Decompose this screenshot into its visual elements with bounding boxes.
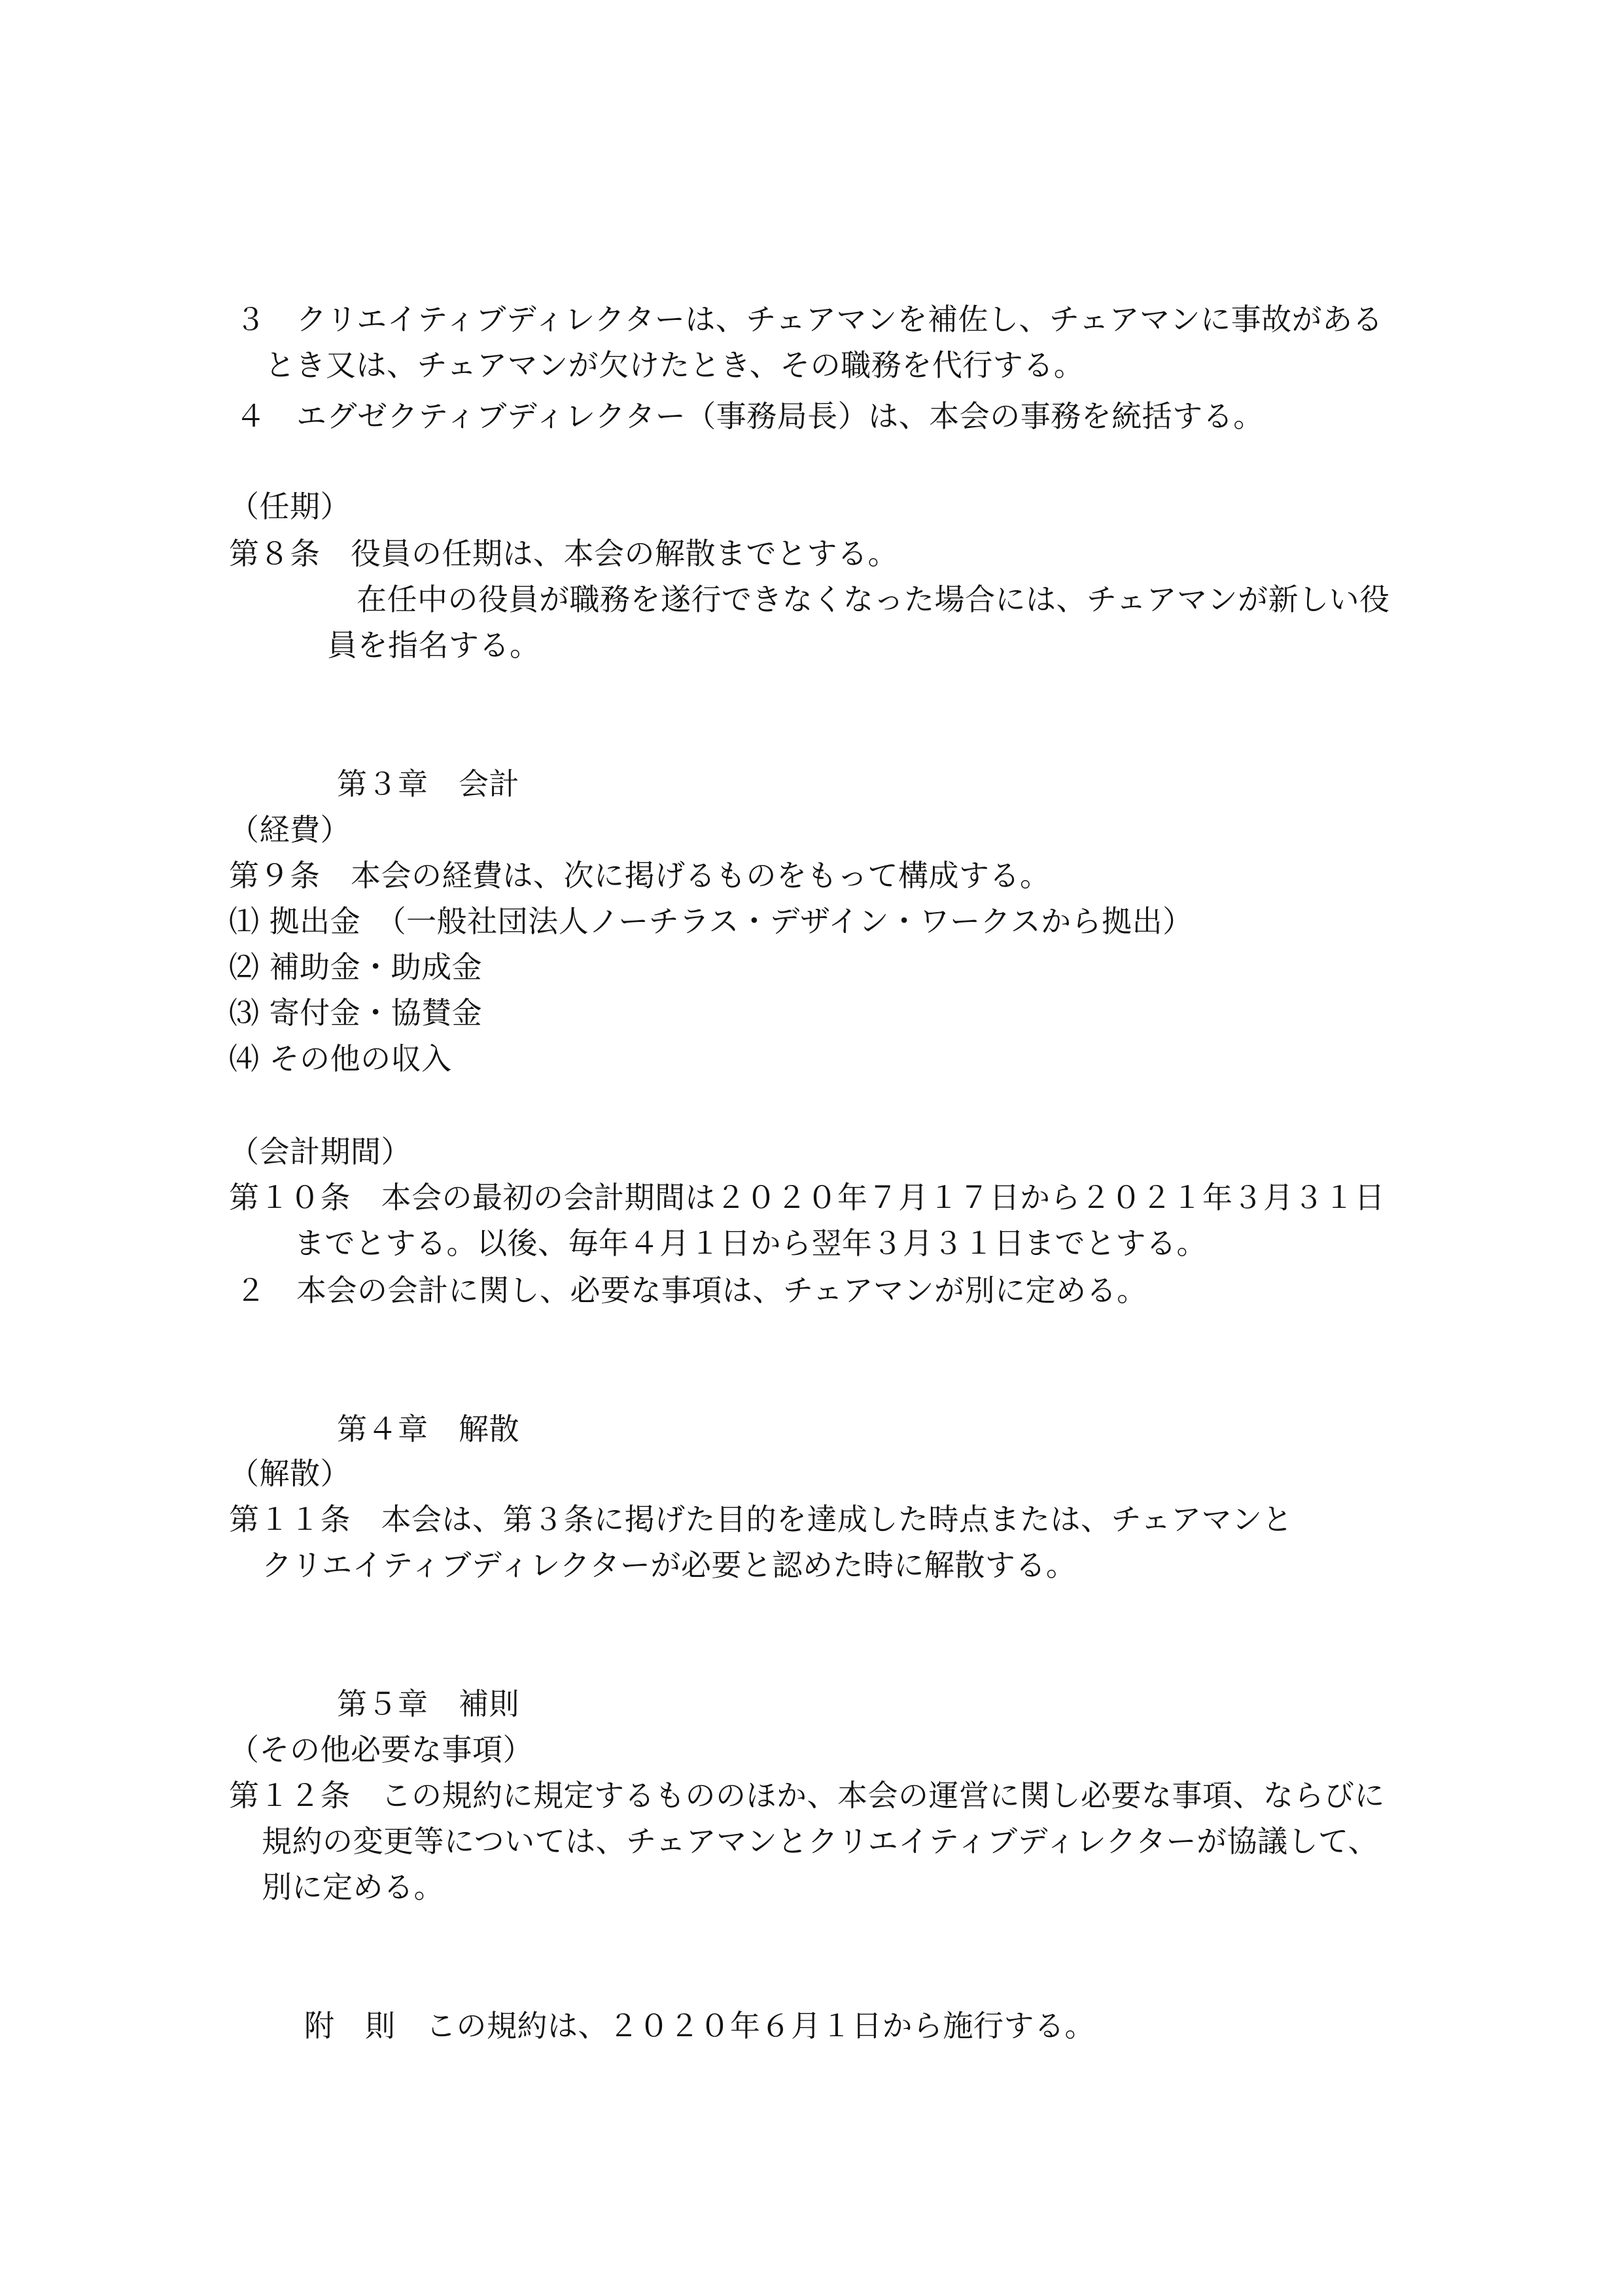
article-7-paragraph-3-line-1: ３ クリエイティブディレクターは、チェアマンを補佐し、チェアマンに事故がある — [236, 302, 1384, 337]
article-12-line-2: 規約の変更等については、チェアマンとクリエイティブディレクターが協議して、 — [262, 1824, 1379, 1859]
chapter-5-heading: 第５章 補則 — [337, 1686, 519, 1722]
chapter-3-heading: 第３章 会計 — [337, 766, 519, 802]
article-9-caption: （経費） — [229, 812, 351, 847]
article-12-caption: （その他必要な事項） — [229, 1732, 533, 1767]
article-7-paragraph-3-line-2: とき又は、チェアマンが欠けたとき、その職務を代行する。 — [265, 347, 1085, 383]
article-9-line-1: 第９条 本会の経費は、次に掲げるものをもって構成する。 — [229, 858, 1051, 893]
article-10-caption: （会計期間） — [229, 1134, 411, 1169]
article-8-line-1: 第８条 役員の任期は、本会の解散までとする。 — [229, 536, 898, 571]
supplementary-provision: 附 則 この規約は、２０２０年６月１日から施行する。 — [304, 2008, 1095, 2043]
article-9-item-4: ⑷ その他の収入 — [229, 1041, 452, 1076]
article-10-line-2: までとする。以後、毎年４月１日から翌年３月３１日までとする。 — [294, 1226, 1207, 1261]
article-12-line-1: 第１２条 この規約に規定するもののほか、本会の運営に関し必要な事項、ならびに — [229, 1778, 1385, 1813]
article-8-caption: （任期） — [229, 489, 351, 524]
article-8-line-3: 員を指名する。 — [327, 627, 540, 663]
article-10-line-1: 第１０条 本会の最初の会計期間は２０２０年７月１７日から２０２１年３月３１日 — [229, 1180, 1385, 1215]
article-9-item-1: ⑴ 拠出金 （一般社団法人ノーチラス・デザイン・ワークスから拠出） — [229, 904, 1193, 939]
article-9-item-2: ⑵ 補助金・助成金 — [229, 949, 483, 985]
article-10-paragraph-2: ２ 本会の会計に関し、必要な事項は、チェアマンが別に定める。 — [236, 1273, 1147, 1308]
article-8-line-2: 在任中の役員が職務を遂行できなくなった場合には、チェアマンが新しい役 — [357, 582, 1390, 617]
article-11-line-2: クリエイティブディレクターが必要と認めた時に解散する。 — [262, 1547, 1077, 1583]
article-9-item-3: ⑶ 寄付金・協賛金 — [229, 995, 483, 1031]
article-12-line-3: 別に定める。 — [262, 1869, 444, 1905]
article-7-paragraph-4: ４ エグゼクティブディレクター（事務局長）は、本会の事務を統括する。 — [236, 398, 1264, 434]
article-11-caption: （解散） — [229, 1456, 351, 1491]
article-11-line-1: 第１１条 本会は、第３条に掲げた目的を達成した時点または、チェアマンと — [229, 1502, 1293, 1537]
chapter-4-heading: 第４章 解散 — [337, 1411, 519, 1447]
